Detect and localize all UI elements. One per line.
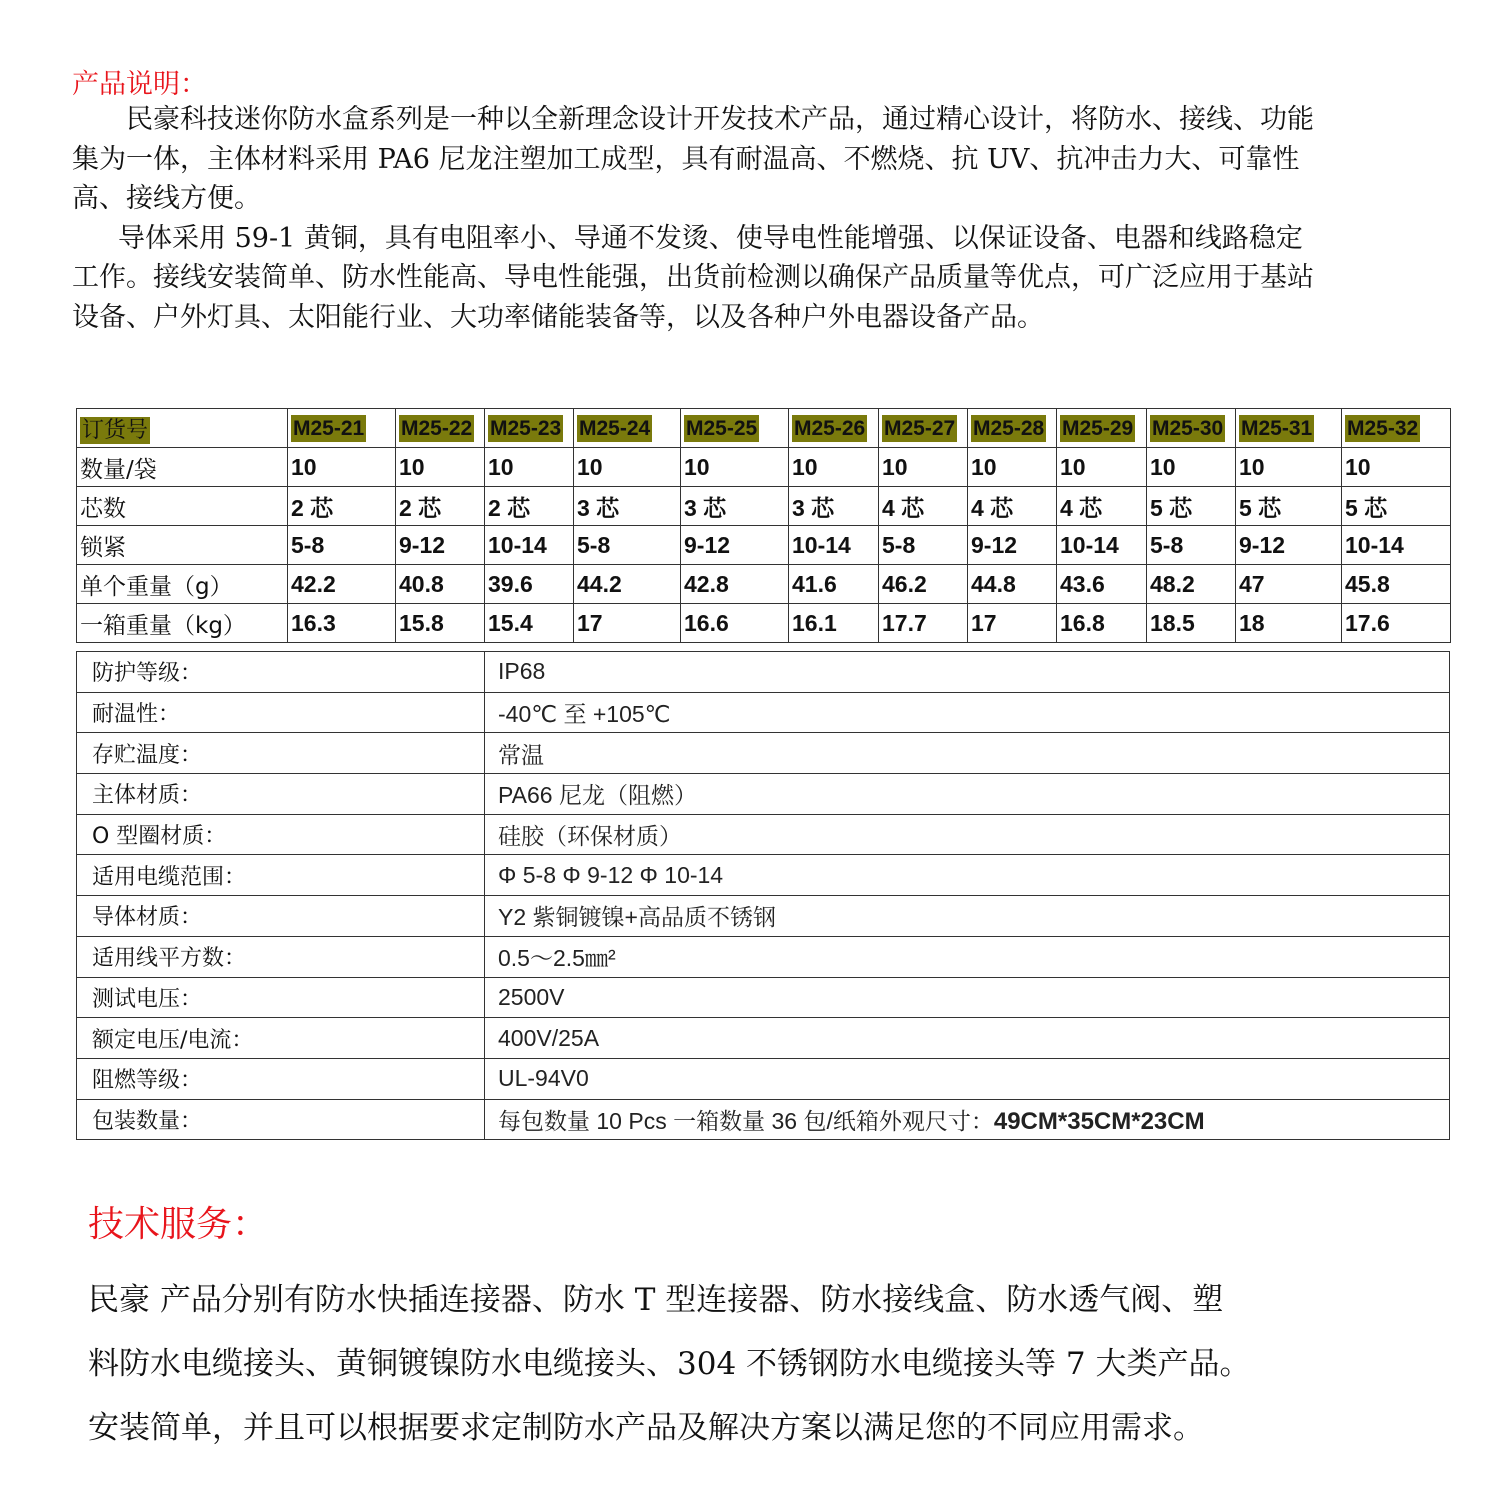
- model-cell: [1147, 409, 1236, 448]
- model-cell: [396, 409, 485, 448]
- spec-cell: 5-8: [574, 526, 681, 565]
- service-line: 料防水电缆接头、黄铜镀镍防水电缆接头、304 不锈钢防水电缆接头等 7 大类产品。: [88, 1346, 1251, 1382]
- property-value-text: 400V/25A: [498, 1024, 600, 1051]
- spec-cell: 16.6: [681, 604, 789, 643]
- service-title: 技术服务：: [88, 1204, 269, 1245]
- property-key: 耐温性：: [77, 692, 485, 733]
- property-value: [485, 896, 1450, 937]
- spec-cell: 10: [681, 448, 789, 487]
- spec-cell: 3 芯: [789, 487, 879, 526]
- spec-cell: 4 芯: [968, 487, 1057, 526]
- spec-row-label: 一箱重量（kg）: [77, 604, 288, 643]
- property-key: 导体材质：: [77, 896, 485, 937]
- property-value-text: PA66 尼龙（阻燃）: [498, 782, 697, 809]
- property-row: [77, 936, 1450, 977]
- property-row: [77, 855, 1450, 896]
- spec-cell: 5-8: [288, 526, 396, 565]
- property-value: [485, 855, 1450, 896]
- order-number-cell: [77, 409, 288, 448]
- property-value: [485, 692, 1450, 733]
- spec-cell: 10: [968, 448, 1057, 487]
- spec-cell: 10: [288, 448, 396, 487]
- property-value: [485, 936, 1450, 977]
- property-key: 存贮温度：: [77, 733, 485, 774]
- spec-cell: 10-14: [789, 526, 879, 565]
- model-number: M25-32: [1347, 417, 1419, 440]
- spec-row: [77, 487, 1451, 526]
- property-key: 阻燃等级：: [77, 1058, 485, 1099]
- spec-cell: 10: [396, 448, 485, 487]
- property-row: [77, 774, 1450, 815]
- model-number: M25-21: [293, 417, 365, 440]
- spec-cell: 10: [1147, 448, 1236, 487]
- spec-cell: 43.6: [1057, 565, 1147, 604]
- model-number: M25-25: [686, 417, 758, 440]
- spec-cell: 10: [1236, 448, 1342, 487]
- spec-cell: 16.3: [288, 604, 396, 643]
- property-value-text: 硅胶（环保材质）: [498, 823, 682, 850]
- model-number: M25-29: [1062, 417, 1134, 440]
- spec-row: [77, 526, 1451, 565]
- property-value-text: 每包数量 10 Pcs 一箱数量 36 包/纸箱外观尺寸：: [498, 1107, 994, 1134]
- property-key: 测试电压：: [77, 977, 485, 1018]
- spec-cell: 4 芯: [879, 487, 968, 526]
- spec-cell: 16.8: [1057, 604, 1147, 643]
- spec-row-label: 锁紧: [77, 526, 288, 565]
- model-cell: [1236, 409, 1342, 448]
- spec-cell: 10: [789, 448, 879, 487]
- intro-paragraph-2: 导体采用 59-1 黄铜，具有电阻率小、导通不发烫、使导电性能增强、以保证设备、电器和线路稳定工作。接线安装简单、防水性能高、导电性能强，出货前检测以确保产品质量等优点，可广泛应用于基站设备、户外灯具、太阳能行业、大功率储能装备等，以及各种户外电器设备产品。: [72, 222, 1314, 333]
- model-cell: [681, 409, 789, 448]
- spec-header-row: [77, 409, 1451, 448]
- spec-cell: 42.2: [288, 565, 396, 604]
- spec-cell: 5 芯: [1236, 487, 1342, 526]
- spec-row-label: 芯数: [77, 487, 288, 526]
- property-row: [77, 1058, 1450, 1099]
- property-value: [485, 1018, 1450, 1059]
- spec-cell: 44.2: [574, 565, 681, 604]
- spec-cell: 17: [574, 604, 681, 643]
- spec-table: [76, 408, 1451, 643]
- model-number: M25-31: [1241, 417, 1313, 440]
- property-table: [76, 651, 1450, 1140]
- spec-cell: 10: [1057, 448, 1147, 487]
- model-cell: [1057, 409, 1147, 448]
- property-value: [485, 1058, 1450, 1099]
- model-cell: [574, 409, 681, 448]
- property-key: O 型圈材质：: [77, 814, 485, 855]
- spec-cell: 2 芯: [396, 487, 485, 526]
- property-key: 防护等级：: [77, 652, 485, 693]
- spec-cell: 10: [574, 448, 681, 487]
- spec-cell: 5 芯: [1147, 487, 1236, 526]
- spec-row-label: 数量/袋: [77, 448, 288, 487]
- property-key: 包装数量：: [77, 1099, 485, 1140]
- model-number: M25-30: [1152, 417, 1224, 440]
- property-value: [485, 652, 1450, 693]
- spec-row: [77, 565, 1451, 604]
- spec-cell: 44.8: [968, 565, 1057, 604]
- spec-cell: 9-12: [968, 526, 1057, 565]
- spec-cell: 9-12: [1236, 526, 1342, 565]
- spec-cell: 2 芯: [288, 487, 396, 526]
- spec-cell: 48.2: [1147, 565, 1236, 604]
- spec-cell: 5 芯: [1342, 487, 1451, 526]
- property-value-text: UL-94V0: [498, 1065, 589, 1092]
- model-number: M25-22: [401, 417, 473, 440]
- model-number: M25-26: [794, 417, 866, 440]
- spec-cell: 18: [1236, 604, 1342, 643]
- property-value: [485, 733, 1450, 774]
- property-row: [77, 1099, 1450, 1140]
- property-row: [77, 814, 1450, 855]
- property-key: 适用电缆范围：: [77, 855, 485, 896]
- property-value: [485, 774, 1450, 815]
- spec-row: [77, 604, 1451, 643]
- service-line: 民豪 产品分别有防水快插连接器、防水 T 型连接器、防水接线盒、防水透气阀、塑: [88, 1282, 1224, 1318]
- intro-text: [72, 100, 1322, 337]
- order-number-label: 订货号: [82, 417, 149, 443]
- spec-cell: 9-12: [396, 526, 485, 565]
- intro-title: 产品说明：: [72, 69, 207, 100]
- property-value: [485, 814, 1450, 855]
- property-value-text: 0.5～2.5㎜²: [498, 945, 616, 972]
- spec-cell: 10: [485, 448, 574, 487]
- spec-cell: 17: [968, 604, 1057, 643]
- spec-row-label: 单个重量（g）: [77, 565, 288, 604]
- model-number: M25-23: [490, 417, 562, 440]
- property-value: [485, 1099, 1450, 1140]
- spec-cell: 10: [879, 448, 968, 487]
- model-number: M25-24: [579, 417, 651, 440]
- spec-cell: 41.6: [789, 565, 879, 604]
- property-key: 额定电压/电流：: [77, 1018, 485, 1059]
- spec-cell: 42.8: [681, 565, 789, 604]
- model-cell: [789, 409, 879, 448]
- property-value-text: Φ 5-8 Φ 9-12 Φ 10-14: [498, 861, 724, 888]
- spec-cell: 17.7: [879, 604, 968, 643]
- property-row: [77, 896, 1450, 937]
- property-value-text: 常温: [498, 741, 544, 768]
- property-row: [77, 692, 1450, 733]
- spec-cell: 17.6: [1342, 604, 1451, 643]
- spec-cell: 10: [1342, 448, 1451, 487]
- property-value-text: 2500V: [498, 983, 565, 1010]
- model-number: M25-27: [884, 417, 956, 440]
- property-row: [77, 977, 1450, 1018]
- spec-cell: 47: [1236, 565, 1342, 604]
- service-line: 安装简单，并且可以根据要求定制防水产品及解决方案以满足您的不同应用需求。: [88, 1410, 1204, 1446]
- property-value-text: IP68: [498, 658, 546, 685]
- spec-cell: 15.4: [485, 604, 574, 643]
- spec-cell: 46.2: [879, 565, 968, 604]
- spec-cell: 16.1: [789, 604, 879, 643]
- property-key: 适用线平方数：: [77, 936, 485, 977]
- model-cell: [1342, 409, 1451, 448]
- spec-cell: 2 芯: [485, 487, 574, 526]
- property-row: [77, 1018, 1450, 1059]
- property-key: 主体材质：: [77, 774, 485, 815]
- spec-row: [77, 448, 1451, 487]
- model-number: M25-28: [973, 417, 1045, 440]
- service-text: [88, 1268, 1448, 1460]
- model-cell: [968, 409, 1057, 448]
- spec-cell: 39.6: [485, 565, 574, 604]
- spec-cell: 15.8: [396, 604, 485, 643]
- spec-cell: 3 芯: [574, 487, 681, 526]
- spec-cell: 3 芯: [681, 487, 789, 526]
- intro-paragraph-1: 民豪科技迷你防水盒系列是一种以全新理念设计开发技术产品，通过精心设计，将防水、接线、功能集为一体，主体材料采用 PA6 尼龙注塑加工成型，具有耐温高、不燃烧、抗 UV、抗冲击力大、可靠性高、接线方便。: [72, 104, 1314, 214]
- spec-cell: 10-14: [485, 526, 574, 565]
- model-cell: [485, 409, 574, 448]
- spec-cell: 10-14: [1057, 526, 1147, 565]
- property-value-text: Y2 紫铜镀镍+高品质不锈钢: [498, 904, 776, 931]
- property-value-text: -40℃ 至 +105℃: [498, 701, 671, 728]
- model-cell: [879, 409, 968, 448]
- spec-cell: 45.8: [1342, 565, 1451, 604]
- spec-cell: 40.8: [396, 565, 485, 604]
- model-cell: [288, 409, 396, 448]
- spec-cell: 5-8: [879, 526, 968, 565]
- property-value: [485, 977, 1450, 1018]
- carton-size: 49CM*35CM*23CM: [993, 1107, 1205, 1135]
- spec-cell: 18.5: [1147, 604, 1236, 643]
- spec-cell: 4 芯: [1057, 487, 1147, 526]
- property-row: [77, 652, 1450, 693]
- property-row: [77, 733, 1450, 774]
- spec-cell: 9-12: [681, 526, 789, 565]
- spec-cell: 10-14: [1342, 526, 1451, 565]
- spec-cell: 5-8: [1147, 526, 1236, 565]
